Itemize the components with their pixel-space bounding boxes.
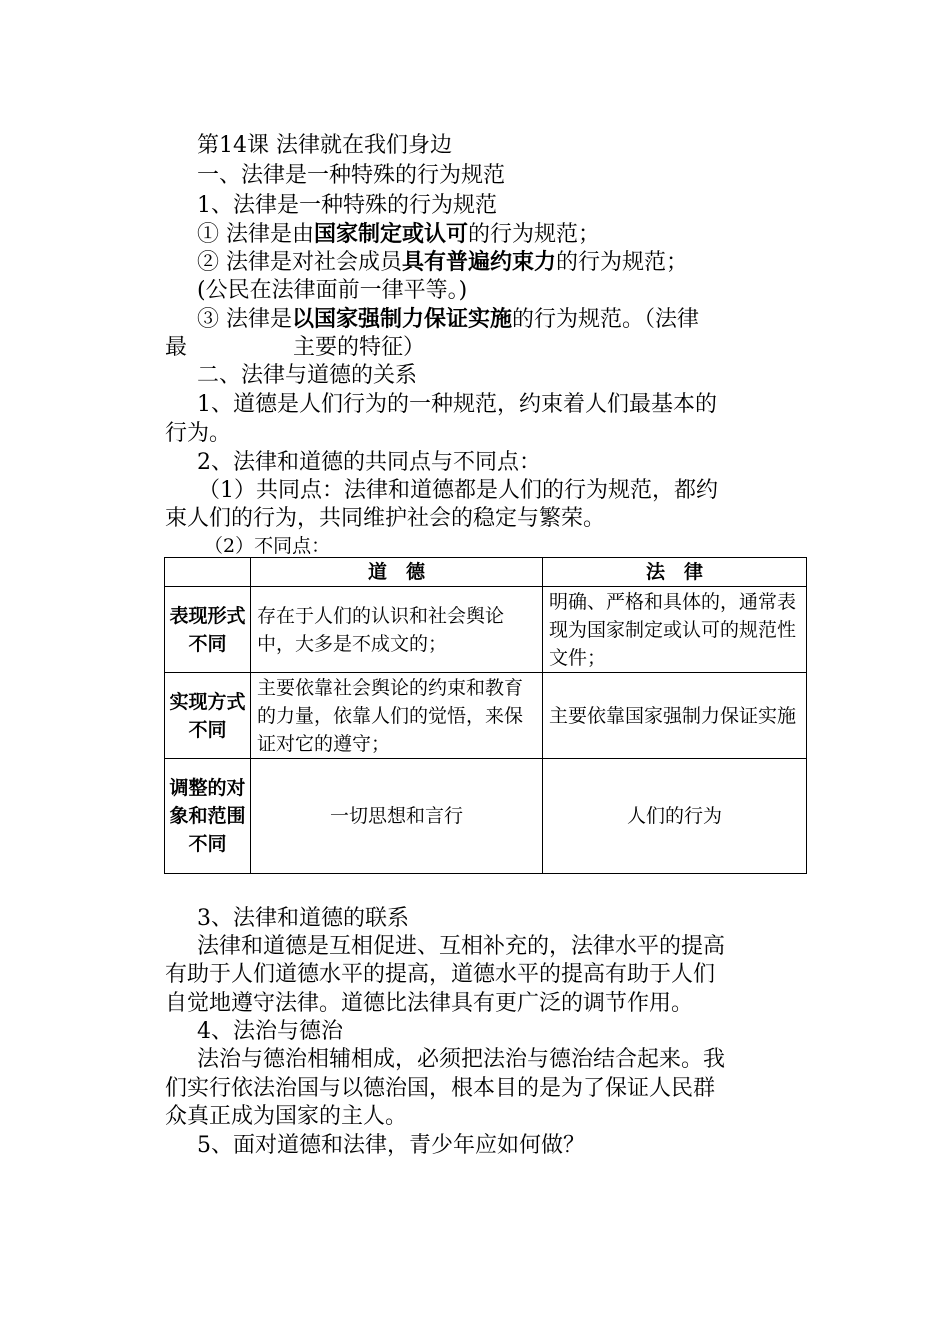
section4-line3: 众真正成为国家的主人。 [165,1104,408,1129]
section2-item1-line2: 行为。 [165,421,232,446]
point-1-bold: 国家制定或认可 [314,222,469,247]
lesson-title: 第14课 法律就在我们身边 [197,133,452,158]
row-law: 主要依靠国家强制力保证实施 [543,673,807,759]
point-3-post: 的行为规范。（法律 [512,307,700,332]
common-line2: 束人们的行为，共同维护社会的稳定与繁荣。 [165,506,606,531]
point-2-note: (公民在法律面前一律平等。) [197,278,468,303]
section4-line2: 们实行依法治国与以德治国，根本目的是为了保证人民群 [165,1076,716,1101]
row-moral: 主要依靠社会舆论的约束和教育的力量，依靠人们的觉悟，来保证对它的遵守； [251,673,543,759]
table-row [165,673,807,759]
table-header-law: 法 律 [543,558,807,587]
point-1-pre: ① 法律是由 [197,222,314,247]
section1-heading: 一、法律是一种特殊的行为规范 [197,163,506,188]
point-2 [197,250,688,276]
point-3 [197,307,699,333]
comparison-table [164,557,807,874]
point-3-pre: ③ 法律是 [197,307,292,332]
row-label: 调整的对象和范围不同 [165,759,251,874]
table-row [165,587,807,673]
point-2-post: 的行为规范； [556,250,689,275]
section3-line2: 有助于人们道德水平的提高，道德水平的提高有助于人们 [165,962,716,987]
table-header-row [165,558,807,587]
point-1 [197,222,600,248]
section5-heading: 5、面对道德和法律，青少年应如何做？ [197,1133,585,1158]
common-line1: （1）共同点：法律和道德都是人们的行为规范，都约 [198,478,718,503]
row-law: 明确、严格和具体的，通常表现为国家制定或认可的规范性文件； [543,587,807,673]
section2-heading: 二、法律与道德的关系 [197,363,418,388]
section2-item2: 2、法律和道德的共同点与不同点： [197,450,541,475]
point-2-pre: ② 法律是对社会成员 [197,250,402,275]
table-header-moral: 道 德 [251,558,543,587]
row-label: 表现形式不同 [165,587,251,673]
section3-line1: 法律和道德是互相促进、互相补充的，法律水平的提高 [197,934,726,959]
row-moral: 存在于人们的认识和社会舆论中，大多是不成文的； [251,587,543,673]
section1-sub1: 1、法律是一种特殊的行为规范 [197,193,497,218]
section4-heading: 4、法治与德治 [197,1019,343,1044]
point-3-bold: 以国家强制力保证实施 [292,307,513,332]
section3-heading: 3、法律和道德的联系 [197,906,409,931]
row-moral: 一切思想和言行 [251,759,543,874]
row-law: 人们的行为 [543,759,807,874]
point-3-cont-b: 主要的特征） [293,335,426,360]
diff-label: （2）不同点： [204,535,331,557]
row-label: 实现方式不同 [165,673,251,759]
table-row [165,759,807,874]
section4-line1: 法治与德治相辅相成，必须把法治与德治结合起来。我 [197,1047,726,1072]
point-3-cont-a: 最 [165,335,188,360]
section2-item1-line1: 1、道德是人们行为的一种规范，约束着人们最基本的 [197,392,717,417]
section3-line3: 自觉地遵守法律。道德比法律具有更广泛的调节作用。 [165,991,694,1016]
point-3-continuation [165,335,425,361]
point-1-post: 的行为规范； [468,222,601,247]
point-2-bold: 具有普遍约束力 [402,250,557,275]
table-header-empty [165,558,251,587]
